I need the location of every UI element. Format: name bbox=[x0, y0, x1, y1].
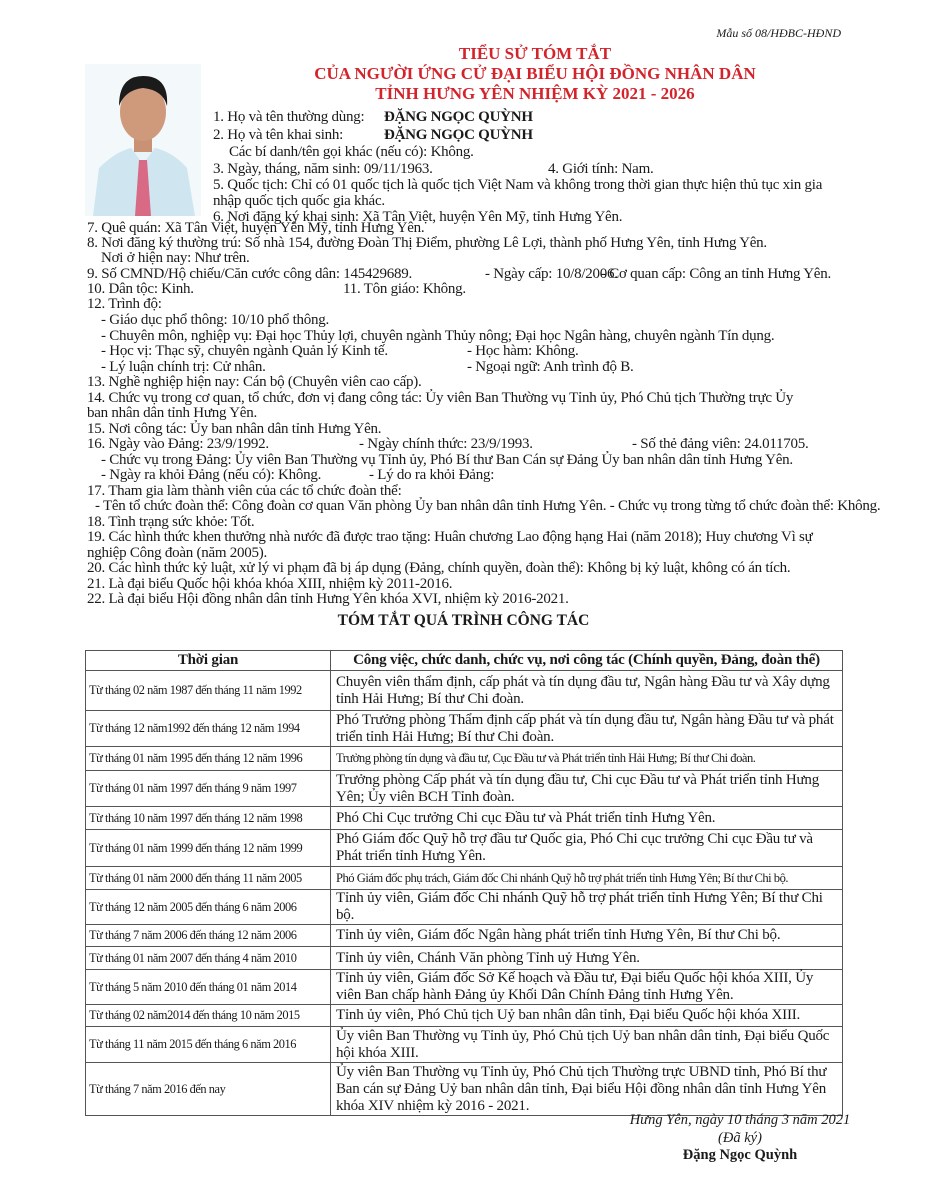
cell-time: Từ tháng 02 năm 1987 đến tháng 11 năm 1992 bbox=[86, 671, 331, 711]
work-history-title: TÓM TẮT QUÁ TRÌNH CÔNG TÁC bbox=[337, 612, 590, 629]
cell-position: Phó Giám đốc phụ trách, Giám đốc Chi nhánh Quỹ hỗ trợ phát triển tỉnh Hưng Yên; Bí thư Chi bộ. bbox=[331, 867, 843, 890]
cell-position: Tỉnh ủy viên, Giám đốc Ngân hàng phát triển tỉnh Hưng Yên, Bí thư Chi bộ. bbox=[331, 925, 843, 947]
body-line: 14. Chức vụ trong cơ quan, tổ chức, đơn vị đang công tác: Ủy viên Ban Thường vụ Tỉnh ủy, Phó Chủ tịch Thường trực Ủy bbox=[87, 390, 794, 406]
body-line: 10. Dân tộc: Kinh. bbox=[87, 281, 194, 297]
title-line-1: TIỂU SỬ TÓM TẮT bbox=[458, 44, 612, 63]
table-row bbox=[86, 771, 843, 807]
body-line: - Ngày chính thức: 23/9/1993. bbox=[359, 436, 533, 452]
body-line: 17. Tham gia làm thành viên của các tổ chức đoàn thể: bbox=[87, 483, 402, 499]
table-row bbox=[86, 671, 843, 711]
body-line: - Cơ quan cấp: Công an tỉnh Hưng Yên. bbox=[601, 266, 831, 282]
table-row bbox=[86, 925, 843, 947]
body-line: - Chức vụ trong Đảng: Ủy viên Ban Thường vụ Tỉnh ủy, Phó Bí thư Ban Cán sự Đảng Ủy ban nhân dân tỉnh Hưng Yên. bbox=[101, 452, 793, 468]
body-line: 13. Nghề nghiệp hiện nay: Cán bộ (Chuyên viên cao cấp). bbox=[87, 374, 422, 390]
cell-position: Tỉnh ủy viên, Phó Chủ tịch Uỷ ban nhân dân tỉnh, Đại biểu Quốc hội khóa XIII. bbox=[331, 1005, 843, 1027]
work-history-table bbox=[85, 650, 843, 1116]
table-row bbox=[86, 947, 843, 970]
cell-time: Từ tháng 10 năm 1997 đến tháng 12 năm 1998 bbox=[86, 807, 331, 830]
body-line: 18. Tình trạng sức khỏe: Tốt. bbox=[87, 514, 255, 530]
body-line: 16. Ngày vào Đảng: 23/9/1992. bbox=[87, 436, 269, 452]
body-line: 8. Nơi đăng ký thường trú: Số nhà 154, đường Đoàn Thị Điểm, phường Lê Lợi, thành phố Hưng Yên, tỉnh Hưng Yên. bbox=[87, 235, 767, 251]
body-line: ban nhân dân tỉnh Hưng Yên. bbox=[87, 405, 257, 421]
header-line: 5. Quốc tịch: Chỉ có 01 quốc tịch là quốc tịch Việt Nam và không trong thời gian thực hiện thủ tục xin gia bbox=[213, 177, 823, 193]
table-row bbox=[86, 807, 843, 830]
table-row bbox=[86, 1027, 843, 1063]
header-line: 4. Giới tính: Nam. bbox=[548, 161, 654, 177]
table-row bbox=[86, 830, 843, 867]
body-line: - Ngày ra khỏi Đảng (nếu có): Không. bbox=[101, 467, 322, 483]
cell-time: Từ tháng 7 năm 2016 đến nay bbox=[86, 1063, 331, 1116]
title-line-2: CỦA NGƯỜI ỨNG CỬ ĐẠI BIỂU HỘI ĐỒNG NHÂN DÂN bbox=[314, 64, 756, 83]
body-line: 21. Là đại biểu Quốc hội khóa khóa XIII, nhiệm kỳ 2011-2016. bbox=[87, 576, 453, 592]
body-line: 7. Quê quán: Xã Tân Việt, huyện Yên Mỹ, tỉnh Hưng Yên. bbox=[87, 220, 425, 236]
cell-time: Từ tháng 02 năm2014 đến tháng 10 năm 2015 bbox=[86, 1005, 331, 1027]
body-line: 19. Các hình thức khen thưởng nhà nước đã được trao tặng: Huân chương Lao động hạng Hai (năm 2018); Huy chương Vì sự bbox=[87, 529, 813, 545]
cell-time: Từ tháng 5 năm 2010 đến tháng 01 năm 2014 bbox=[86, 970, 331, 1005]
header-line: 2. Họ và tên khai sinh: bbox=[213, 127, 344, 143]
header-line: 6. Nơi đăng ký khai sinh: Xã Tân Việt, huyện Yên Mỹ, tỉnh Hưng Yên. bbox=[213, 209, 623, 225]
table-row bbox=[86, 1005, 843, 1027]
signer-name: Đặng Ngọc Quỳnh bbox=[682, 1147, 798, 1163]
cell-time: Từ tháng 01 năm 1999 đến tháng 12 năm 1999 bbox=[86, 830, 331, 867]
title-line-3: TỈNH HƯNG YÊN NHIỆM KỲ 2021 - 2026 bbox=[375, 84, 695, 103]
cell-time: Từ tháng 12 năm 2005 đến tháng 6 năm 2006 bbox=[86, 890, 331, 925]
body-line: 22. Là đại biểu Hội đồng nhân dân tỉnh Hưng Yên khóa XVI, nhiệm kỳ 2016-2021. bbox=[87, 591, 569, 607]
body-line: 9. Số CMND/Hộ chiếu/Căn cước công dân: 145429689. bbox=[87, 266, 413, 282]
body-line: - Học vị: Thạc sỹ, chuyên ngành Quản lý Kinh tế. bbox=[101, 343, 388, 359]
table-row bbox=[86, 711, 843, 747]
body-line: - Giáo dục phổ thông: 10/10 phổ thông. bbox=[101, 312, 329, 328]
body-line: - Ngày cấp: 10/8/2006. bbox=[485, 266, 618, 282]
column-header-position: Công việc, chức danh, chức vụ, nơi công tác (Chính quyền, Đảng, đoàn thể) bbox=[331, 651, 843, 671]
cell-position: Phó Giám đốc Quỹ hỗ trợ đầu tư Quốc gia, Phó Chi cục trưởng Chi cục Đầu tư và Phát triển tỉnh Hưng Yên. bbox=[331, 830, 843, 867]
header-line: 3. Ngày, tháng, năm sinh: 09/11/1963. bbox=[213, 161, 433, 177]
table-row bbox=[86, 970, 843, 1005]
cell-position: Trưởng phòng tín dụng và đầu tư, Cục Đầu tư và Phát triển tỉnh Hải Hưng; Bí thư Chi đoàn. bbox=[331, 747, 843, 771]
form-number: Mẫu số 08/HĐBC-HĐND bbox=[716, 26, 841, 40]
cell-position: Tỉnh ủy viên, Chánh Văn phòng Tỉnh uỷ Hưng Yên. bbox=[331, 947, 843, 970]
body-line: - Số thẻ đảng viên: 24.011705. bbox=[632, 436, 809, 452]
cell-time: Từ tháng 01 năm 1997 đến tháng 9 năm 1997 bbox=[86, 771, 331, 807]
cell-position: Ủy viên Ban Thường vụ Tỉnh ủy, Phó Chủ tịch Thường trực UBND tỉnh, Phó Bí thư Ban cán sự Đảng Uỷ ban nhân dân tỉnh, Đại biểu Hội đồng nhân dân tỉnh Hưng Yên khóa XIV nhiệm kỳ 2016 - 2021. bbox=[331, 1063, 843, 1116]
body-line: 15. Nơi công tác: Ủy ban nhân dân tỉnh Hưng Yên. bbox=[87, 421, 382, 437]
body-line: - Học hàm: Không. bbox=[467, 343, 579, 359]
cell-position: Tỉnh ủy viên, Giám đốc Chi nhánh Quỹ hỗ trợ phát triển tỉnh Hưng Yên; Bí thư Chi bộ. bbox=[331, 890, 843, 925]
body-line: Nơi ở hiện nay: Như trên. bbox=[101, 250, 250, 266]
header-line: ĐẶNG NGỌC QUỲNH bbox=[384, 127, 533, 143]
cell-position: Trưởng phòng Cấp phát và tín dụng đầu tư, Chi cục Đầu tư và Phát triển tỉnh Hưng Yên; Ủy viên BCH Tỉnh đoàn. bbox=[331, 771, 843, 807]
header-line: Các bí danh/tên gọi khác (nếu có): Không. bbox=[229, 144, 474, 160]
cell-time: Từ tháng 11 năm 2015 đến tháng 6 năm 2016 bbox=[86, 1027, 331, 1063]
column-header-time: Thời gian bbox=[86, 651, 331, 671]
table-row bbox=[86, 747, 843, 771]
header-line: ĐẶNG NGỌC QUỲNH bbox=[384, 109, 533, 125]
header-line: 1. Họ và tên thường dùng: bbox=[213, 109, 365, 125]
cell-time: Từ tháng 01 năm 1995 đến tháng 12 năm 1996 bbox=[86, 747, 331, 771]
body-line: - Lý do ra khỏi Đảng: bbox=[369, 467, 495, 483]
body-line: - Ngoại ngữ: Anh trình độ B. bbox=[467, 359, 634, 375]
body-line: 12. Trình độ: bbox=[87, 296, 162, 312]
candidate-photo bbox=[85, 64, 201, 216]
table-row bbox=[86, 890, 843, 925]
cell-position: Ủy viên Ban Thường vụ Tỉnh ủy, Phó Chủ tịch Uỷ ban nhân dân tỉnh, Đại biểu Quốc hội khóa XIII. bbox=[331, 1027, 843, 1063]
body-line: - Tên tổ chức đoàn thể: Công đoàn cơ quan Văn phòng Ủy ban nhân dân tỉnh Hưng Yên. - Chức vụ trong từng tổ chức đoàn thể: Không. bbox=[95, 498, 881, 514]
cell-time: Từ tháng 12 năm1992 đến tháng 12 năm 1994 bbox=[86, 711, 331, 747]
cell-time: Từ tháng 7 năm 2006 đến tháng 12 năm 2006 bbox=[86, 925, 331, 947]
cell-position: Phó Trưởng phòng Thẩm định cấp phát và tín dụng đầu tư, Ngân hàng Đầu tư và phát triển tỉnh Hải Hưng; Bí thư Chi đoàn. bbox=[331, 711, 843, 747]
table-row bbox=[86, 1063, 843, 1116]
header-line: nhập quốc tịch quốc gia khác. bbox=[213, 193, 385, 209]
body-line: nghiệp Công đoàn (năm 2005). bbox=[87, 545, 268, 561]
cell-position: Tỉnh ủy viên, Giám đốc Sở Kế hoạch và Đầu tư, Đại biểu Quốc hội khóa XIII, Ủy viên Ban chấp hành Đảng ủy Khối Dân Chính Đảng tỉnh Hưng Yên. bbox=[331, 970, 843, 1005]
signature-place-date: Hưng Yên, ngày 10 tháng 3 năm 2021 bbox=[629, 1112, 851, 1128]
body-line: - Lý luận chính trị: Cử nhân. bbox=[101, 359, 266, 375]
cell-time: Từ tháng 01 năm 2007 đến tháng 4 năm 2010 bbox=[86, 947, 331, 970]
cell-position: Chuyên viên thẩm định, cấp phát và tín dụng đầu tư, Ngân hàng Đầu tư và Xây dựng tỉnh Hải Hưng; Bí thư Chi đoàn. bbox=[331, 671, 843, 711]
table-row bbox=[86, 867, 843, 890]
body-line: 11. Tôn giáo: Không. bbox=[343, 281, 466, 297]
body-line: 20. Các hình thức kỷ luật, xử lý vi phạm đã bị áp dụng (Đảng, chính quyền, đoàn thể): Không bị kỷ luật, không có án tích. bbox=[87, 560, 791, 576]
signature-status: (Đã ký) bbox=[718, 1130, 762, 1146]
cell-position: Phó Chi Cục trưởng Chi cục Đầu tư và Phát triển tỉnh Hưng Yên. bbox=[331, 807, 843, 830]
body-line: - Chuyên môn, nghiệp vụ: Đại học Thủy lợi, chuyên ngành Thủy nông; Đại học Ngân hàng, chuyên ngành Tín dụng. bbox=[101, 328, 775, 344]
cell-time: Từ tháng 01 năm 2000 đến tháng 11 năm 2005 bbox=[86, 867, 331, 890]
